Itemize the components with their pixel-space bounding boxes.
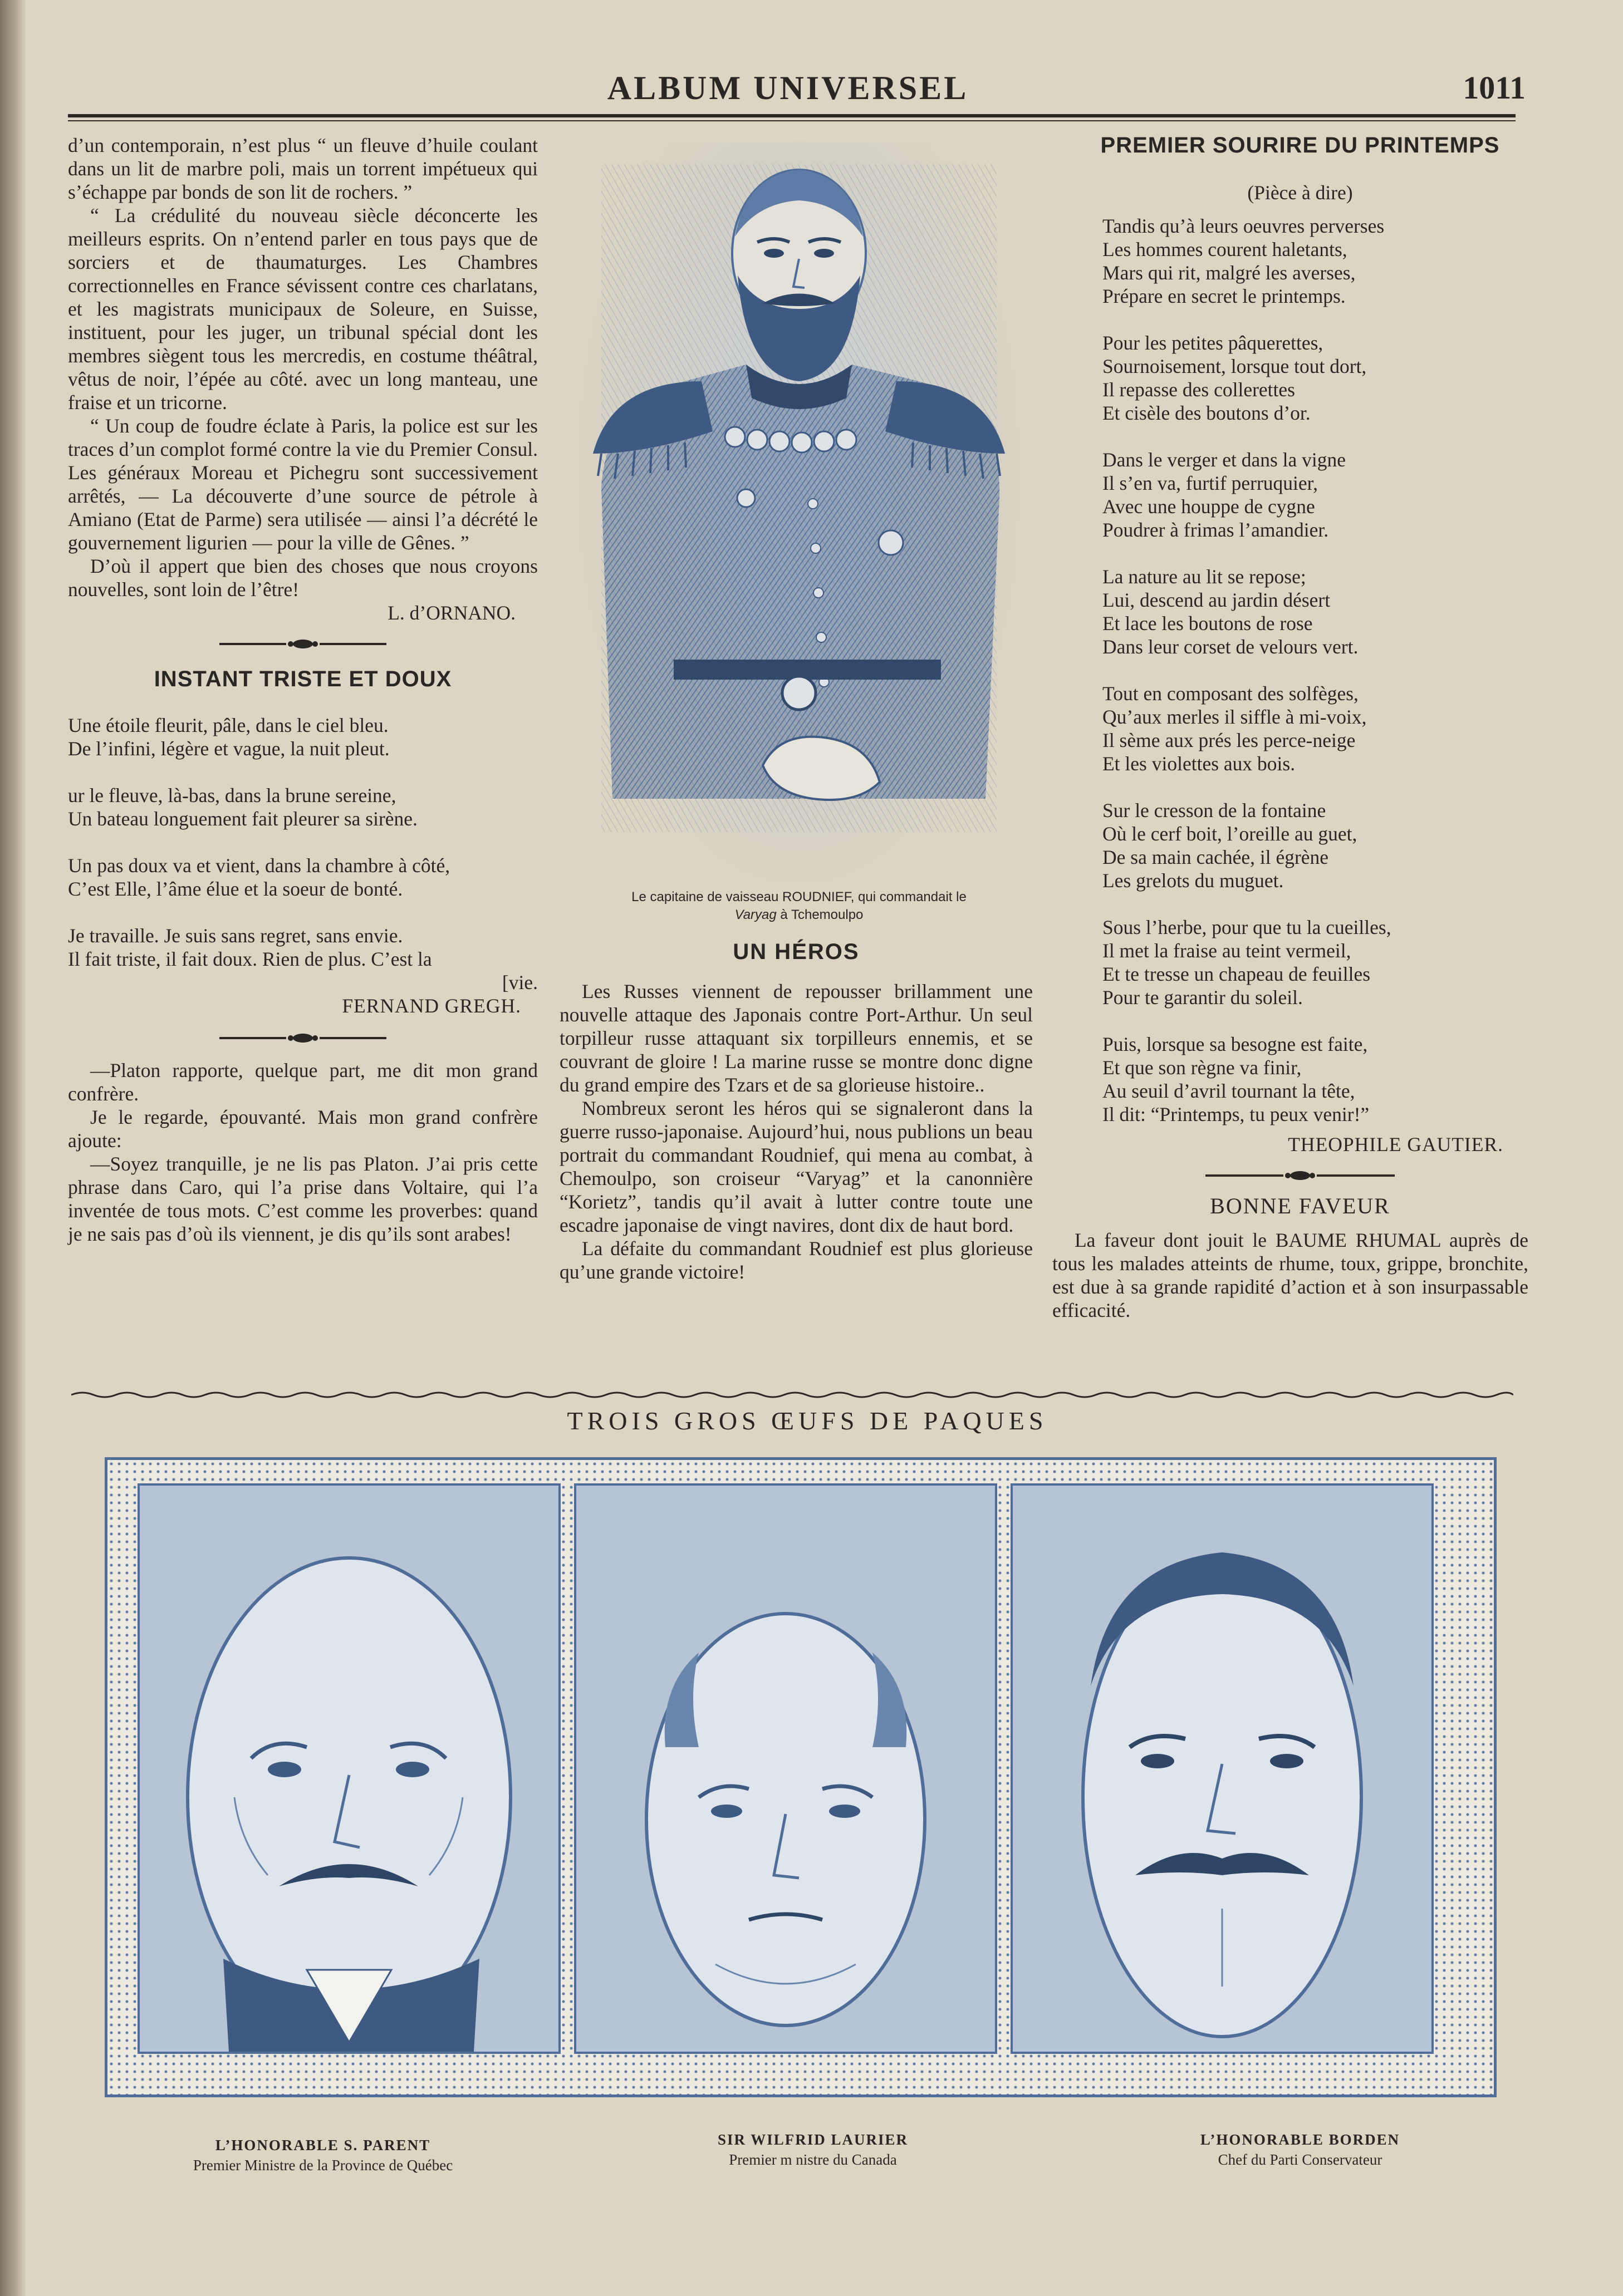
poem-line: C’est Elle, l’âme élue et la soeur de bonté. bbox=[68, 878, 403, 900]
poem-line: Tout en composant des solfèges, bbox=[1102, 682, 1359, 705]
poem-line: Sous l’herbe, pour que tu la cueilles, bbox=[1102, 916, 1391, 938]
poem-line: Prépare en secret le printemps. bbox=[1102, 285, 1346, 307]
poem-line: La nature au lit se repose; bbox=[1102, 566, 1306, 588]
portrait-caption-line1: Le capitaine de vaisseau ROUDNIEF, qui commandait le bbox=[631, 889, 967, 904]
right-column bbox=[1052, 131, 1528, 1322]
poem-title-premier-sourire: PREMIER SOURIRE DU PRINTEMPS bbox=[1100, 133, 1500, 158]
portrait-caption-line2: à Tchemoulpo bbox=[776, 907, 864, 922]
egg-caption-role: Premier Ministre de la Province de Québec bbox=[193, 2157, 453, 2174]
poem-stanza bbox=[1102, 1033, 1528, 1126]
poem-line: Il fait triste, il fait doux. Rien de plus. C’est la bbox=[68, 948, 432, 970]
anecdote-paragraph: —Soyez tranquille, je ne lis pas Platon. J’ai pris cette phrase dans Caro, qui l’a prise dans Voltaire, qui l’a inventée de tous mots. C’est comme les proverbes: quand je ne sais pas d’où ils viennent, je dis qu’ils sont arabes! bbox=[68, 1153, 538, 1245]
poem-line: Il sème aux prés les perce-neige bbox=[1102, 729, 1356, 751]
egg-caricature-laurier bbox=[576, 1486, 995, 2052]
section-divider-ornament bbox=[219, 636, 386, 652]
poem-line: Il repasse des collerettes bbox=[1102, 378, 1295, 401]
poem-line: Et les violettes aux bois. bbox=[1102, 753, 1296, 775]
poem-line: ur le fleuve, là-bas, dans la brune sereine, bbox=[68, 784, 396, 807]
eggs-section-title: TROIS GROS ŒUFS DE PAQUES bbox=[567, 1407, 1048, 1435]
article-paragraph: Les Russes viennent de repousser brillamment une nouvelle attaque des Japonais contre Port-Arthur. Un seul torpilleur russe attaquant six torpilleurs ennemis, et se couvrant de gloire ! La marine russe se montre donc digne du grand empire des Tzars et de sa glorieuse histoire.. bbox=[560, 980, 1033, 1096]
poem-line: Qu’aux merles il siffle à mi-voix, bbox=[1102, 706, 1367, 728]
poem-overflow-word: [vie. bbox=[502, 971, 538, 994]
left-column bbox=[68, 134, 538, 1246]
poem-line: Sur le cresson de la fontaine bbox=[1102, 799, 1326, 822]
egg-caption-borden bbox=[1105, 2130, 1495, 2170]
poem-line: Je travaille. Je suis sans regret, sans envie. bbox=[68, 925, 403, 947]
poem-line: Mars qui rit, malgré les averses, bbox=[1102, 262, 1356, 284]
egg-panel-laurier bbox=[574, 1483, 997, 2054]
intro-signature: L. d’ORNANO. bbox=[388, 602, 516, 624]
ad-title-bonne-faveur: BONNE FAVEUR bbox=[1210, 1193, 1390, 1218]
intro-paragraph: “ Un coup de foudre éclate à Paris, la police est sur les traces d’un complot formé contre la vie du Premier Consul. Les généraux Moreau et Pichegru sont successivement arrêtés, — La découverte d’une source de pétrole à Amiano (Etat de Parme) sera utilisée — ainsi l’a décrété le gouvernement ligurien — pour la ville de Gênes. ” bbox=[68, 415, 538, 554]
poem-line: Il s’en va, furtif perruquier, bbox=[1102, 472, 1318, 494]
intro-paragraph: d’un contemporain, n’est plus “ un fleuve d’huile coulant dans un lit de marbre poli, mais un torrent impétueux qui s’échappe par bonds de son lit de rochers. ” bbox=[68, 134, 538, 203]
poem-stanza bbox=[1102, 565, 1528, 658]
poem-line: Une étoile fleurit, pâle, dans le ciel bleu. bbox=[68, 714, 389, 736]
poem-line: Où le cerf boit, l’oreille au guet, bbox=[1102, 823, 1357, 845]
egg-caption-name: L’HONORABLE S. PARENT bbox=[215, 2137, 431, 2154]
poem-line: De l’infini, légère et vague, la nuit pleut. bbox=[68, 738, 390, 760]
poem-line: Les grelots du muguet. bbox=[1102, 869, 1284, 892]
intro-paragraph: D’où il appert que bien des choses que nous croyons nouvelles, sont loin de l’être! bbox=[68, 555, 538, 601]
header-rule bbox=[68, 114, 1516, 117]
section-divider-ornament bbox=[219, 1030, 386, 1046]
eggs-illustration-frame bbox=[105, 1457, 1497, 2097]
poem-line: Lui, descend au jardin désert bbox=[1102, 589, 1331, 611]
section-divider-ornament bbox=[1205, 1167, 1395, 1184]
egg-caricature-parent bbox=[140, 1486, 558, 2052]
portrait-caption bbox=[562, 888, 1036, 924]
poem-title-instant-triste: INSTANT TRISTE ET DOUX bbox=[154, 667, 452, 691]
poem-stanza bbox=[1102, 214, 1528, 308]
poem-stanza bbox=[1102, 331, 1528, 425]
poem-line: Et que son règne va finir, bbox=[1102, 1056, 1302, 1079]
poem-line: Il dit: “Printemps, tu peux venir!” bbox=[1102, 1103, 1370, 1125]
poem-stanza bbox=[1102, 448, 1528, 542]
poem-stanza bbox=[1102, 916, 1528, 1009]
poem-line: Sournoisement, lorsque tout dort, bbox=[1102, 355, 1367, 377]
egg-panel-parent bbox=[138, 1483, 561, 2054]
poem-line: Au seuil d’avril tournant la tête, bbox=[1102, 1080, 1355, 1102]
poem-line: Pour te garantir du soleil. bbox=[1102, 986, 1303, 1009]
poem-line: Pour les petites pâquerettes, bbox=[1102, 332, 1323, 354]
poem-line: Dans le verger et dans la vigne bbox=[1102, 449, 1346, 471]
page-header-title: ALBUM UNIVERSEL bbox=[607, 70, 969, 106]
poem-subtitle: (Pièce à dire) bbox=[1247, 181, 1353, 204]
page-number: 1011 bbox=[1463, 70, 1526, 106]
section-wave-rule bbox=[71, 1390, 1513, 1399]
anecdote-paragraph: Je le regarde, épouvanté. Mais mon grand confrère ajoute: bbox=[68, 1106, 538, 1152]
egg-caption-role: Chef du Parti Conservateur bbox=[1218, 2151, 1382, 2168]
poem-stanza bbox=[1102, 799, 1528, 892]
portrait-caption-ship: Varyag bbox=[734, 907, 777, 922]
poem-stanza bbox=[1102, 682, 1528, 775]
intro-paragraph: “ La crédulité du nouveau siècle déconcerte les meilleurs esprits. On n’entend parler en tous pays que de sorciers et de thaumaturges. Les Chambres correctionnelles en France sévissent contre ces charlatans, et les magistrats municipaux de Soleure, en Suisse, instituent, pour les juger, un tribunal spécial dont les membres siègent tous les mercredis, en costume théâtral, vêtus de noir, l’épée au côté. avec un long manteau, une fraise et un tricorne. bbox=[68, 204, 538, 414]
egg-caption-laurier bbox=[618, 2130, 1008, 2170]
poem-line: Il met la fraise au teint vermeil, bbox=[1102, 940, 1351, 962]
poem-line: Puis, lorsque sa besogne est faite, bbox=[1102, 1033, 1368, 1055]
poem-line: Dans leur corset de velours vert. bbox=[1102, 636, 1359, 658]
poem-signature-gautier: THEOPHILE GAUTIER. bbox=[1288, 1133, 1503, 1156]
article-paragraph: La défaite du commandant Roudnief est plus glorieuse qu’une grande victoire! bbox=[560, 1237, 1033, 1283]
officer-engraving bbox=[579, 142, 1019, 882]
poem-line: Et cisèle des boutons d’or. bbox=[1102, 402, 1311, 424]
ad-text-baume-rhumal: La faveur dont jouit le BAUME RHUMAL auprès de tous les malades atteints de rhume, toux, grippe, bronchite, est due à sa grande rapidité d’action et à son insurpassable efficacité. bbox=[1052, 1229, 1528, 1321]
poem-line: Un pas doux va et vient, dans la chambre à côté, bbox=[68, 854, 450, 877]
article-paragraph: Nombreux seront les héros qui se signaleront dans la guerre russo-japonaise. Aujourd’hui, nous publions un beau portrait du commandant Roudnief, qui mena au combat, à Chemoulpo, son croiseur “Varyag” et la canonnière “Korietz”, tandis qu’il avait à lutter contre toute une escadre japonaise de vingt navires, dont dix de haut bord. bbox=[560, 1097, 1033, 1236]
poem-signature-gregh: FERNAND GREGH. bbox=[342, 995, 521, 1017]
article-title-un-heros: UN HÉROS bbox=[733, 940, 860, 964]
egg-caption-name: SIR WILFRID LAURIER bbox=[717, 2131, 909, 2148]
middle-column-article bbox=[560, 937, 1033, 1284]
poem-line: Et lace les boutons de rose bbox=[1102, 612, 1313, 635]
egg-caption-role: Premier m nistre du Canada bbox=[729, 2151, 897, 2168]
egg-caption-parent bbox=[128, 2135, 518, 2175]
poem-line: Avec une houppe de cygne bbox=[1102, 495, 1315, 518]
egg-caption-name: L’HONORABLE BORDEN bbox=[1200, 2131, 1400, 2148]
anecdote-paragraph: —Platon rapporte, quelque part, me dit mon grand confrère. bbox=[68, 1059, 538, 1105]
egg-panel-borden bbox=[1011, 1483, 1434, 2054]
poem-line: De sa main cachée, il égrène bbox=[1102, 846, 1329, 868]
binding-spine bbox=[0, 0, 26, 2296]
poem-line: Et te tresse un chapeau de feuilles bbox=[1102, 963, 1371, 985]
egg-caricature-borden bbox=[1013, 1486, 1431, 2052]
poem-line: Tandis qu’à leurs oeuvres perverses bbox=[1102, 215, 1385, 237]
portrait-roudnief bbox=[579, 142, 1019, 882]
poem-line: Poudrer à frimas l’amandier. bbox=[1102, 519, 1329, 541]
poem-line: Un bateau longuement fait pleurer sa sirène. bbox=[68, 808, 418, 830]
poem-line: Les hommes courent haletants, bbox=[1102, 238, 1347, 260]
header-rule-thin bbox=[68, 120, 1516, 121]
